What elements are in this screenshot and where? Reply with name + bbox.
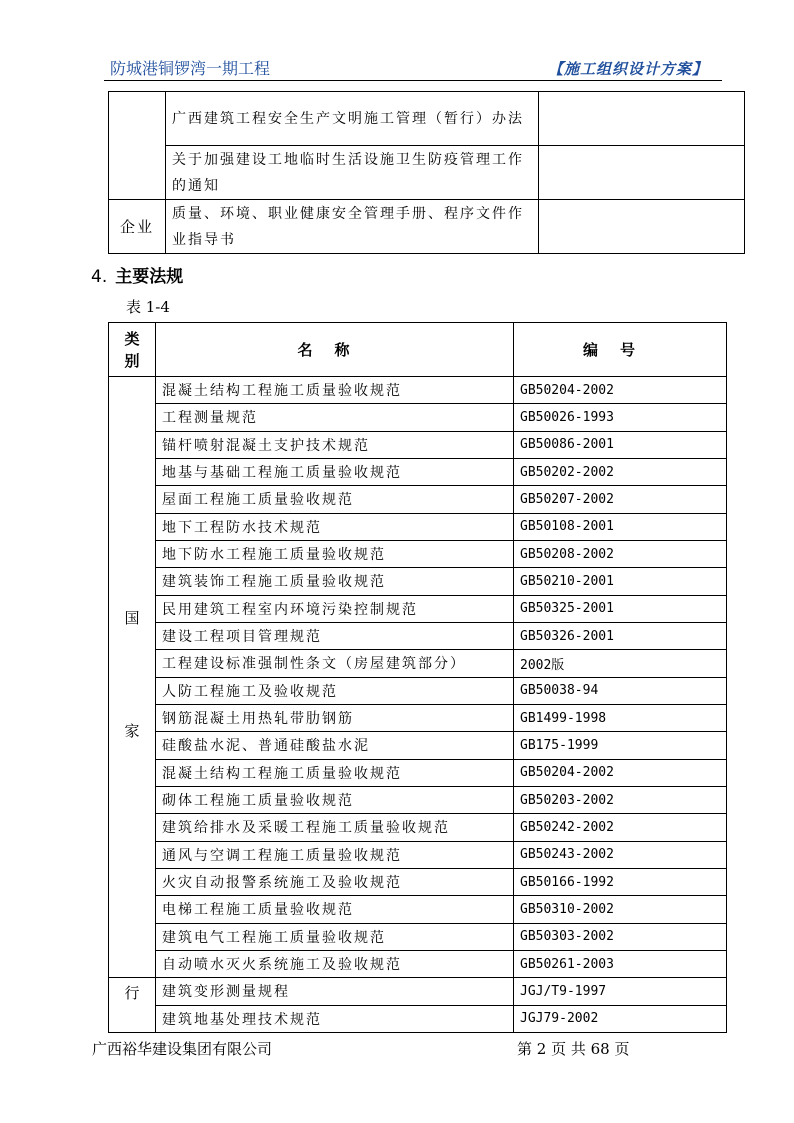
regulation-code: GB50243-2002: [514, 841, 727, 868]
table-row: [109, 146, 745, 200]
table-row: [109, 677, 727, 704]
category-label: 家: [124, 722, 140, 740]
regulation-code: GB50026-1993: [514, 404, 727, 431]
table-row: [109, 868, 727, 895]
regulation-name: 工程建设标准强制性条文（房屋建筑部分）: [156, 650, 514, 677]
footer-page-info: 第 2 页 共 68 页: [517, 1040, 630, 1058]
table-row: [109, 458, 727, 485]
regulation-name: 砌体工程施工质量验收规范: [156, 786, 514, 813]
category-industry: 行: [109, 978, 156, 1033]
table-header-row: [109, 323, 727, 377]
category-cell: [109, 92, 166, 200]
table-row: [109, 978, 727, 1005]
regulation-code: [539, 92, 745, 146]
header-category: 类别: [109, 323, 156, 377]
regulation-code: GB50210-2001: [514, 568, 727, 595]
regulation-code: GB50326-2001: [514, 622, 727, 649]
table-row: [109, 841, 727, 868]
regulation-name: 地基与基础工程施工质量验收规范: [156, 458, 514, 485]
table-row: [109, 92, 745, 146]
regulation-code: GB50310-2002: [514, 896, 727, 923]
main-regulations-table: [108, 322, 727, 1033]
regulation-code: GB50325-2001: [514, 595, 727, 622]
regulation-code: GB50242-2002: [514, 814, 727, 841]
regulation-code: [539, 146, 745, 200]
category-cell: 企业: [109, 200, 166, 254]
table-row: [109, 950, 727, 977]
table-row: [109, 732, 727, 759]
regulation-name: 建筑电气工程施工质量验收规范: [156, 923, 514, 950]
table-row: [109, 704, 727, 731]
regulation-code: GB50203-2002: [514, 786, 727, 813]
regulation-name: 自动喷水灭火系统施工及验收规范: [156, 950, 514, 977]
table-caption: 表 1-4: [126, 298, 170, 316]
regulation-name: 地下工程防水技术规范: [156, 513, 514, 540]
regulation-name: 建筑地基处理技术规范: [156, 1005, 514, 1032]
table-row: [109, 404, 727, 431]
regulation-code: GB50303-2002: [514, 923, 727, 950]
regulation-name: 屋面工程施工质量验收规范: [156, 486, 514, 513]
regulation-code: GB50204-2002: [514, 759, 727, 786]
regulation-code: GB1499-1998: [514, 704, 727, 731]
table-row: [109, 568, 727, 595]
header-project-title: 防城港铜锣湾一期工程: [110, 59, 271, 78]
section-title: 主要法规: [115, 267, 184, 287]
regulation-name: 混凝土结构工程施工质量验收规范: [156, 377, 514, 404]
table-row: [109, 540, 727, 567]
table-row: [109, 814, 727, 841]
regulation-code: GB50208-2002: [514, 540, 727, 567]
category-national: [109, 377, 156, 978]
regulation-code: GB50166-1992: [514, 868, 727, 895]
regulation-name: 通风与空调工程施工质量验收规范: [156, 841, 514, 868]
header-document-type: 【施工组织设计方案】: [548, 60, 709, 78]
regulation-code: GB50204-2002: [514, 377, 727, 404]
regulation-name: 混凝土结构工程施工质量验收规范: [156, 759, 514, 786]
regulations-table-continued: [108, 91, 745, 254]
section-heading: [91, 262, 183, 287]
regulation-name: 质量、环境、职业健康安全管理手册、程序文件作业指导书: [166, 200, 539, 254]
table-row: [109, 896, 727, 923]
regulation-name: 建筑给排水及采暖工程施工质量验收规范: [156, 814, 514, 841]
header-code: 编号: [514, 323, 727, 377]
regulation-name: 建筑变形测量规程: [156, 978, 514, 1005]
regulation-name: 锚杆喷射混凝土支护技术规范: [156, 431, 514, 458]
category-label: 国: [124, 609, 140, 627]
regulation-code: JGJ79-2002: [514, 1005, 727, 1032]
regulation-code: [539, 200, 745, 254]
table-row: [109, 486, 727, 513]
regulation-name: 民用建筑工程室内环境污染控制规范: [156, 595, 514, 622]
table-row: [109, 431, 727, 458]
regulation-name: 硅酸盐水泥、普通硅酸盐水泥: [156, 732, 514, 759]
regulation-code: GB50038-94: [514, 677, 727, 704]
regulation-name: 火灾自动报警系统施工及验收规范: [156, 868, 514, 895]
regulation-name: 电梯工程施工质量验收规范: [156, 896, 514, 923]
regulation-code: GB175-1999: [514, 732, 727, 759]
regulation-name: 工程测量规范: [156, 404, 514, 431]
regulation-code: GB50202-2002: [514, 458, 727, 485]
regulation-name: 广西建筑工程安全生产文明施工管理（暂行）办法: [166, 92, 539, 146]
header-divider: [104, 80, 722, 81]
regulation-code: GB50108-2001: [514, 513, 727, 540]
regulation-name: 人防工程施工及验收规范: [156, 677, 514, 704]
table-row: [109, 377, 727, 404]
regulation-name: 地下防水工程施工质量验收规范: [156, 540, 514, 567]
table-row: [109, 786, 727, 813]
table-row: [109, 650, 727, 677]
table-row: [109, 759, 727, 786]
table-row: [109, 595, 727, 622]
regulation-name: 钢筋混凝土用热轧带肋钢筋: [156, 704, 514, 731]
regulation-code: 2002版: [514, 650, 727, 677]
table-row: [109, 1005, 727, 1032]
table-row: [109, 622, 727, 649]
table-row: [109, 200, 745, 254]
regulation-name: 关于加强建设工地临时生活设施卫生防疫管理工作的通知: [166, 146, 539, 200]
footer-company: 广西裕华建设集团有限公司: [92, 1040, 273, 1058]
table-row: [109, 513, 727, 540]
regulation-name: 建设工程项目管理规范: [156, 622, 514, 649]
table-row: [109, 923, 727, 950]
regulation-name: 建筑装饰工程施工质量验收规范: [156, 568, 514, 595]
regulation-code: GB50086-2001: [514, 431, 727, 458]
regulation-code: JGJ/T9-1997: [514, 978, 727, 1005]
section-number: 4.: [91, 267, 108, 287]
header-name: 名称: [156, 323, 514, 377]
regulation-code: GB50261-2003: [514, 950, 727, 977]
regulation-code: GB50207-2002: [514, 486, 727, 513]
